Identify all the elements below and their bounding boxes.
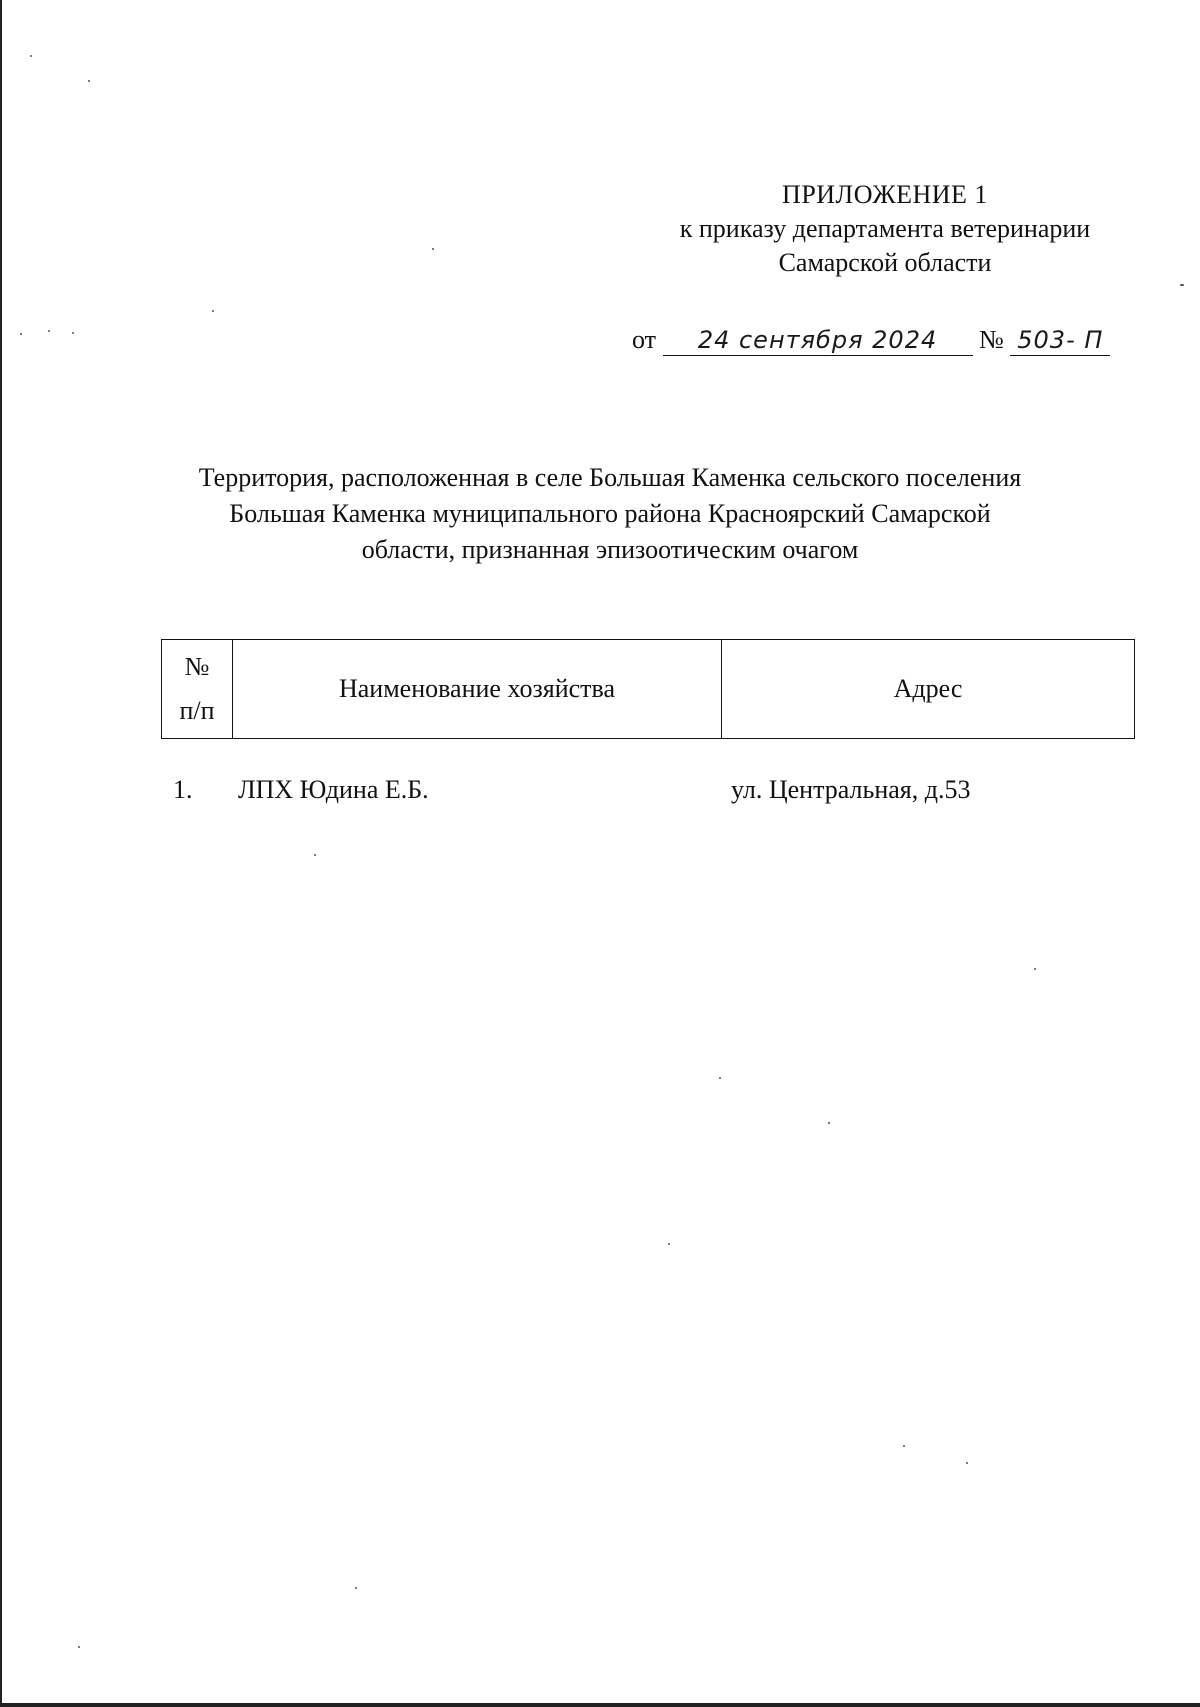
scan-speck [355,1587,357,1589]
row-farm-name: ЛПХ Юдина Е.Б. [238,775,429,804]
scan-speck [48,330,50,332]
document-title-line: области, признанная эпизоотическим очагом [361,535,859,564]
scan-speck [72,332,74,334]
scan-border-left [0,0,2,1707]
order-reference-line [632,320,1152,360]
table-header-row [162,640,1135,739]
scan-speck [30,55,32,57]
column-header-number-line: п/п [179,696,215,725]
document-title [150,460,1070,568]
row-address: ул. Центральная, д.53 [731,775,971,804]
scan-speck [668,1243,670,1245]
document-title-line: Территория, расположенная в селе Большая Каменка сельского поселения [198,463,1022,492]
appendix-title: ПРИЛОЖЕНИЕ 1 [782,180,988,209]
document-title-line: Большая Каменка муниципального района Красноярский Самарской [229,499,991,528]
scan-speck [432,248,434,250]
scan-border-bottom [0,1703,1200,1707]
order-date-handwritten: 24 сентября 2024 [663,325,973,356]
scan-speck [828,1122,830,1124]
column-header-number-line: № [184,652,210,681]
farm-table-header [161,639,1135,739]
scan-speck [314,854,316,856]
scan-speck [78,1646,80,1648]
scan-speck [20,333,22,335]
order-number-label: № [979,325,1004,354]
appendix-subtitle-line: Самарской области [778,248,992,277]
scan-speck [212,310,214,312]
scan-speck [903,1445,905,1447]
column-header-number [162,640,233,739]
scan-speck [88,80,90,82]
scan-speck [966,1462,968,1464]
scan-speck [1034,968,1036,970]
order-number-handwritten: 503- П [1010,325,1110,356]
row-number: 1. [173,775,193,804]
appendix-header [640,178,1130,280]
column-header-name: Наименование хозяйства [233,640,722,739]
scan-speck [719,1077,721,1079]
appendix-subtitle-line: к приказу департамента ветеринарии [679,214,1091,243]
scan-speck [1180,284,1184,286]
column-header-address: Адрес [722,640,1135,739]
order-from-label: от [632,325,657,354]
